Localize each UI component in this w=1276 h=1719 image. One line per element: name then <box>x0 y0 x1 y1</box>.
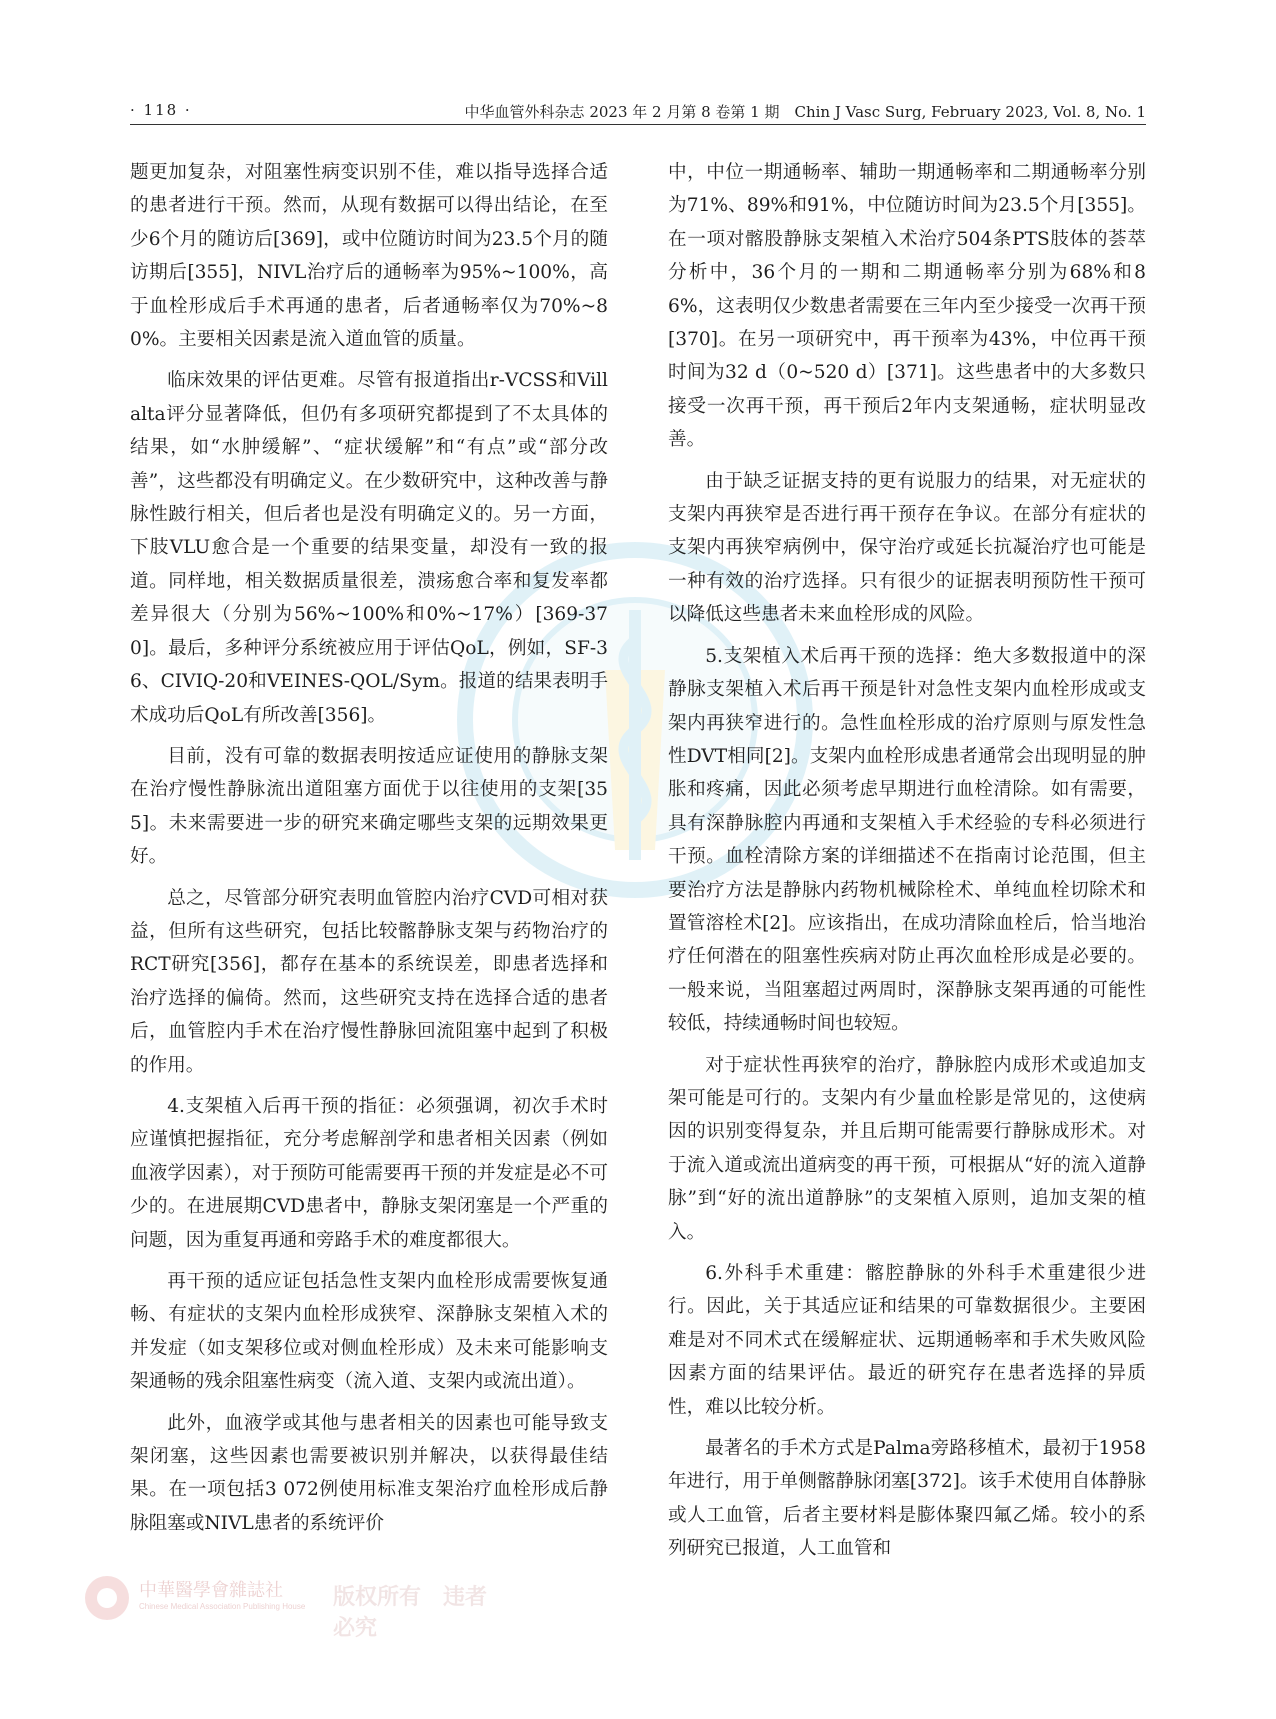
right-column <box>668 156 1146 1574</box>
paragraph: 中，中位一期通畅率、辅助一期通畅率和二期通畅率分别为71%、89%和91%，中位随访时间为23.5个月[355]。在一项对髂股静脉支架植入术治疗504条PTS肢体的荟萃分析中，36个月的一期和二期通畅率分别为68%和86%，这表明仅少数患者需要在三年内至少接受一次再干预[370]。在另一项研究中，再干预率为43%，中位再干预时间为32 d（0~520 d）[371]。这些患者中的大多数只接受一次再干预，再干预后2年内支架通畅，症状明显改善。 <box>668 162 1146 451</box>
paragraph: 5.支架植入术后再干预的选择：绝大多数报道中的深静脉支架植入术后再干预是针对急性支架内血栓形成或支架内再狭窄进行的。急性血栓形成的治疗原则与原发性急性DVT相同[2]。支架内血栓形成患者通常会出现明显的肿胀和疼痛，因此必须考虑早期进行血栓清除。如有需要，具有深静脉腔内再通和支架植入手术经验的专科必须进行干预。血栓清除方案的详细描述不在指南讨论范围，但主要治疗方法是静脉内药物机械除栓术、单纯血栓切除术和置管溶栓术[2]。应该指出，在成功清除血栓后，恰当地治疗任何潜在的阻塞性疾病对防止再次血栓形成是必要的。一般来说，当阻塞超过两周时，深静脉支架再通的可能性较低，持续通畅时间也较短。 <box>668 645 1146 1035</box>
paragraph: 临床效果的评估更难。尽管有报道指出r‑VCSS和Villalta评分显著降低，但仍有多项研究都提到了不太具体的结果，如“水肿缓解”、“症状缓解”和“有点”或“部分改善”，这些都没有明确定义。在少数研究中，这种改善与静脉性跛行相关，但后者也是没有明确定义的。另一方面，下肢VLU愈合是一个重要的结果变量，却没有一致的报道。同样地，相关数据质量很差，溃疡愈合率和复发率都差异很大（分别为56%~100%和0%~17%）[369‑370]。最后，多种评分系统被应用于评估QoL，例如，SF‑36、CIVIQ‑20和VEINES‑QOL/Sym。报道的结果表明手术成功后QoL有所改善[356]。 <box>130 370 608 726</box>
page-header <box>130 99 1146 125</box>
journal-citation: 中华血管外科杂志 2023 年 2 月第 8 卷第 1 期 Chin J Vasc Surg, February 2023, Vol. 8, No. 1 <box>464 103 1146 121</box>
left-column <box>130 156 608 1548</box>
copyright-notice: 版权所有 违者必究 <box>333 1585 488 1641</box>
page-number: · 118 · <box>130 101 192 119</box>
publisher-seal-icon <box>85 1576 129 1620</box>
paragraph: 题更加复杂，对阻塞性病变识别不佳，难以指导选择合适的患者进行干预。然而，从现有数据可以得出结论，在至少6个月的随访后[369]，或中位随访时间为23.5个月的随访期后[355]，NIVL治疗后的通畅率为95%~100%，高于血栓形成后手术再通的患者，后者通畅率仅为70%~80%。主要相关因素是流入道血管的质量。 <box>130 162 608 351</box>
paragraph: 再干预的适应证包括急性支架内血栓形成需要恢复通畅、有症状的支架内血栓形成狭窄、深静脉支架植入术的并发症（如支架移位或对侧血栓形成）及未来可能影响支架通畅的残余阻塞性病变（流入道、支架内或流出道）。 <box>130 1271 608 1393</box>
header-rule <box>130 124 1146 125</box>
paragraph: 此外，血液学或其他与患者相关的因素也可能导致支架闭塞，这些因素也需要被识别并解决，以获得最佳结果。在一项包括3 072例使用标准支架治疗血栓形成后静脉阻塞或NIVL患者的系统评价 <box>130 1412 608 1534</box>
paragraph: 4.支架植入后再干预的指征：必须强调，初次手术时应谨慎把握指征，充分考虑解剖学和患者相关因素（例如血液学因素），对于预防可能需要再干预的并发症是必不可少的。在进展期CVD患者中，静脉支架闭塞是一个严重的问题，因为重复再通和旁路手术的难度都很大。 <box>130 1095 608 1251</box>
paragraph: 6.外科手术重建：髂腔静脉的外科手术重建很少进行。因此，关于其适应证和结果的可靠数据很少。主要困难是对不同术式在缓解症状、远期通畅率和手术失败风险因素方面的结果评估。最近的研究存在患者选择的异质性，难以比较分析。 <box>668 1263 1146 1418</box>
paragraph: 由于缺乏证据支持的更有说服力的结果，对无症状的支架内再狭窄是否进行再干预存在争议。在部分有症状的支架内再狭窄病例中，保守治疗或延长抗凝治疗也可能是一种有效的治疗选择。只有很少的证据表明预防性干预可以降低这些患者未来血栓形成的风险。 <box>668 470 1146 626</box>
publisher-name-en: Chinese Medical Association Publishing House <box>139 1602 306 1611</box>
paragraph: 目前，没有可靠的数据表明按适应证使用的静脉支架在治疗慢性静脉流出道阻塞方面优于以往使用的支架[355]。未来需要进一步的研究来确定哪些支架的远期效果更好。 <box>130 745 608 868</box>
publisher-name: 中華醫學會雜誌社 <box>139 1580 283 1601</box>
publisher-logo <box>85 1572 505 1641</box>
paragraph: 总之，尽管部分研究表明血管腔内治疗CVD可相对获益，但所有这些研究，包括比较髂静脉支架与药物治疗的RCT研究[356]，都存在基本的系统误差，即患者选择和治疗选择的偏倚。然而，这些研究支持在选择合适的患者后，血管腔内手术在治疗慢性静脉回流阻塞中起到了积极的作用。 <box>130 887 608 1076</box>
paragraph: 最著名的手术方式是Palma旁路移植术，最初于1958年进行，用于单侧髂静脉闭塞[372]。该手术使用自体静脉或人工血管，后者主要材料是膨体聚四氟乙烯。较小的系列研究已报道，人工血管和 <box>668 1438 1146 1560</box>
paragraph: 对于症状性再狭窄的治疗，静脉腔内成形术或追加支架可能是可行的。支架内有少量血栓影是常见的，这使病因的识别变得复杂，并且后期可能需要行静脉成形术。对于流入道或流出道病变的再干预，可根据从“好的流入道静脉”到“好的流出道静脉”的支架植入原则，追加支架的植入。 <box>668 1054 1146 1243</box>
